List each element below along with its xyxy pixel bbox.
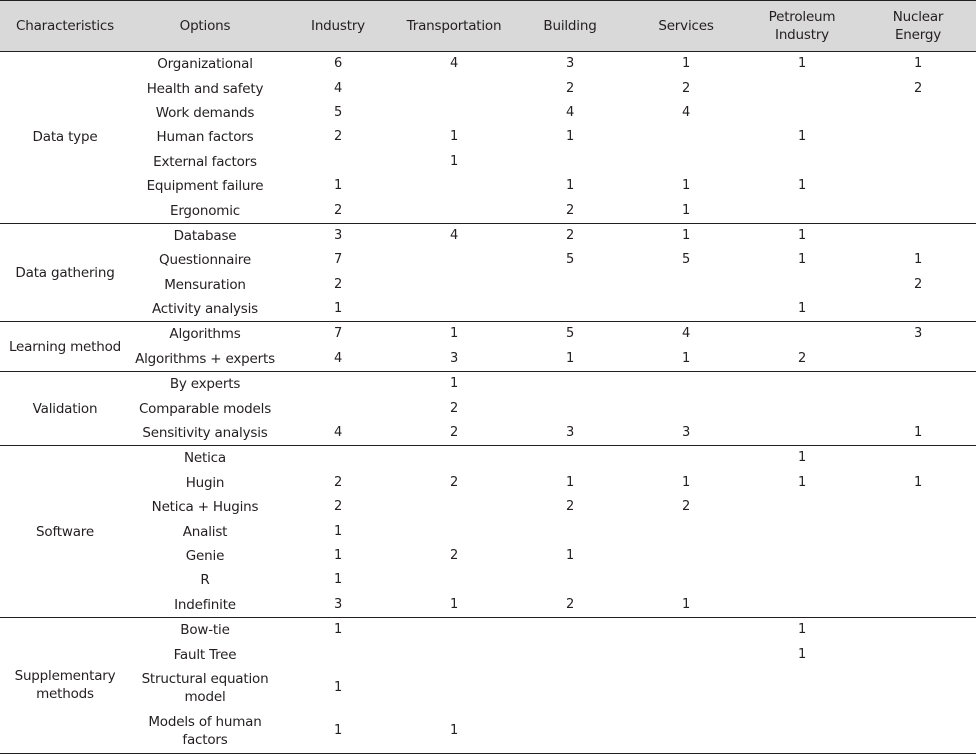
value-cell	[512, 150, 628, 174]
option-cell: Fault Tree	[173, 646, 237, 663]
option-cell: Work demands	[155, 104, 255, 121]
value-cell: 2	[565, 499, 575, 515]
value-cell: 4	[565, 104, 575, 120]
header-petroleum-industry: Petroleum Industry	[744, 1, 860, 52]
value-cell	[396, 198, 512, 223]
table-row	[0, 322, 976, 347]
value-cell	[396, 495, 512, 519]
value-cell: 2	[449, 548, 459, 563]
option-cell: Models of human factors	[130, 710, 280, 754]
table-row	[0, 76, 976, 100]
option-cell: Netica + Hugins	[151, 499, 259, 516]
table-row	[0, 248, 976, 272]
option-cell: Indefinite	[130, 593, 280, 618]
value-cell	[860, 710, 976, 754]
value-cell: 1	[280, 297, 396, 322]
value-cell	[512, 273, 628, 297]
table-row	[0, 52, 976, 77]
value-cell	[628, 297, 744, 322]
value-cell: 2	[681, 499, 691, 515]
option-cell: Comparable models	[138, 400, 272, 417]
value-cell: 6	[333, 56, 343, 72]
value-cell: 1	[681, 474, 691, 490]
value-cell	[396, 174, 512, 198]
value-cell: 1	[333, 523, 343, 539]
value-cell	[860, 198, 976, 223]
value-cell	[396, 519, 512, 543]
value-cell: 2	[333, 499, 343, 515]
value-cell	[744, 76, 860, 100]
value-cell: 1	[449, 129, 459, 145]
header-services: Services	[628, 1, 744, 52]
value-cell	[396, 642, 512, 666]
option-cell: Mensuration	[164, 276, 246, 293]
value-cell	[860, 150, 976, 174]
header-building: Building	[512, 1, 628, 52]
value-cell: 1	[681, 227, 691, 243]
table-row	[0, 223, 976, 248]
table-row	[0, 297, 976, 322]
value-cell	[512, 396, 628, 420]
value-cell: 1	[628, 198, 744, 223]
value-cell: 1	[449, 376, 459, 392]
value-cell	[512, 519, 628, 543]
value-cell: 1	[333, 622, 343, 638]
value-cell: 1	[449, 326, 459, 342]
table-row	[0, 421, 976, 446]
table-row	[0, 519, 976, 543]
value-cell	[860, 174, 976, 198]
value-cell	[860, 446, 976, 471]
value-cell: 1	[797, 178, 807, 194]
value-cell: 1	[628, 347, 744, 372]
value-cell	[396, 76, 512, 100]
value-cell: 4	[681, 104, 691, 120]
value-cell	[860, 593, 976, 618]
value-cell: 2	[681, 80, 691, 96]
value-cell	[860, 495, 976, 519]
value-cell: 2	[333, 129, 343, 145]
table-row	[0, 347, 976, 372]
value-cell	[860, 667, 976, 710]
header-row	[0, 1, 976, 52]
value-cell: 1	[860, 421, 976, 446]
value-cell	[744, 519, 860, 543]
value-cell	[396, 248, 512, 272]
value-cell	[280, 372, 396, 397]
value-cell	[628, 667, 744, 710]
value-cell: 1	[333, 178, 343, 194]
value-cell: 2	[913, 276, 923, 292]
value-cell	[744, 198, 860, 223]
value-cell	[628, 273, 744, 297]
value-cell	[744, 495, 860, 519]
value-cell	[280, 396, 396, 420]
value-cell: 4	[280, 421, 396, 446]
value-cell: 1	[333, 548, 343, 563]
value-cell	[860, 372, 976, 397]
value-cell	[860, 642, 976, 666]
table-row	[0, 372, 976, 397]
value-cell	[860, 125, 976, 149]
characteristic-cell: Data type	[0, 52, 130, 224]
value-cell: 3	[913, 326, 923, 342]
value-cell	[628, 396, 744, 420]
value-cell: 4	[280, 347, 396, 372]
value-cell	[860, 519, 976, 543]
value-cell	[512, 667, 628, 710]
value-cell: 1	[913, 474, 923, 490]
table-row	[0, 642, 976, 666]
value-cell	[396, 446, 512, 471]
table-header	[0, 1, 976, 52]
value-cell: 2	[333, 474, 343, 490]
value-cell	[280, 446, 396, 471]
value-cell: 1	[913, 56, 923, 72]
value-cell	[512, 568, 628, 592]
value-cell: 5	[565, 252, 575, 268]
value-cell: 3	[565, 56, 575, 72]
option-cell: Structural equation model	[141, 671, 269, 706]
value-cell	[860, 396, 976, 420]
table-row	[0, 617, 976, 642]
value-cell: 1	[512, 347, 628, 372]
value-cell: 1	[333, 680, 343, 696]
value-cell	[860, 297, 976, 322]
value-cell: 7	[333, 326, 343, 342]
value-cell: 1	[565, 548, 575, 563]
table-row	[0, 471, 976, 495]
option-cell: By experts	[169, 376, 241, 393]
value-cell: 1	[681, 56, 691, 72]
value-cell	[396, 273, 512, 297]
value-cell: 4	[681, 326, 691, 342]
value-cell: 4	[449, 56, 459, 72]
value-cell	[628, 125, 744, 149]
value-cell	[744, 667, 860, 710]
table-body	[0, 52, 976, 754]
value-cell: 1	[280, 710, 396, 754]
value-cell	[512, 297, 628, 322]
value-cell: 1	[565, 178, 575, 194]
option-cell: Netica	[184, 450, 226, 467]
option-cell: Algorithms	[169, 326, 241, 343]
option-cell: Genie	[185, 548, 225, 564]
option-cell: Bow-tie	[180, 622, 230, 639]
value-cell: 3	[396, 347, 512, 372]
value-cell	[628, 617, 744, 642]
option-cell: Ergonomic	[130, 198, 280, 223]
value-cell: 2	[565, 80, 575, 96]
table-row	[0, 544, 976, 568]
value-cell	[628, 568, 744, 592]
option-cell: Activity analysis	[130, 297, 280, 322]
value-cell: 1	[797, 56, 807, 72]
value-cell: 1	[396, 710, 512, 754]
value-cell	[628, 372, 744, 397]
value-cell: 5	[681, 252, 691, 268]
value-cell	[512, 617, 628, 642]
header-nuclear-energy: Nuclear Energy	[860, 1, 976, 52]
table-row	[0, 150, 976, 174]
value-cell: 1	[797, 227, 807, 243]
value-cell: 1	[628, 593, 744, 618]
value-cell	[860, 544, 976, 568]
table-row	[0, 198, 976, 223]
value-cell	[280, 642, 396, 666]
table-row	[0, 101, 976, 125]
table-row	[0, 667, 976, 710]
value-cell	[512, 710, 628, 754]
value-cell	[860, 101, 976, 125]
value-cell: 1	[449, 153, 459, 169]
value-cell	[744, 273, 860, 297]
characteristic-cell: Data gathering	[0, 223, 130, 322]
value-cell: 2	[512, 593, 628, 618]
value-cell: 2	[280, 198, 396, 223]
value-cell	[744, 322, 860, 347]
value-cell: 2	[449, 474, 459, 490]
value-cell: 1	[744, 297, 860, 322]
value-cell: 2	[333, 276, 343, 292]
value-cell	[628, 642, 744, 666]
table-row	[0, 495, 976, 519]
value-cell: 1	[797, 474, 807, 490]
value-cell: 1	[797, 252, 807, 268]
table-row	[0, 174, 976, 198]
value-cell	[628, 710, 744, 754]
value-cell	[512, 642, 628, 666]
table-row	[0, 446, 976, 471]
value-cell	[628, 150, 744, 174]
value-cell: 4	[333, 80, 343, 96]
value-cell	[280, 150, 396, 174]
value-cell	[628, 544, 744, 568]
value-cell: 1	[333, 572, 343, 588]
value-cell: 7	[333, 252, 343, 268]
value-cell	[744, 593, 860, 618]
value-cell	[744, 568, 860, 592]
characteristic-cell: Software	[0, 446, 130, 618]
value-cell: 1	[797, 450, 807, 466]
value-cell: 1	[797, 646, 807, 662]
value-cell	[744, 372, 860, 397]
value-cell	[860, 617, 976, 642]
table-row	[0, 396, 976, 420]
header-options: Options	[130, 1, 280, 52]
value-cell	[396, 297, 512, 322]
option-cell: External factors	[153, 153, 257, 170]
value-cell	[512, 446, 628, 471]
value-cell: 2	[512, 198, 628, 223]
value-cell	[860, 223, 976, 248]
value-cell: 3	[512, 421, 628, 446]
value-cell: 3	[333, 227, 343, 243]
value-cell	[744, 421, 860, 446]
value-cell: 1	[681, 178, 691, 194]
characteristic-cell: Supplementary methods	[0, 617, 130, 753]
table-row	[0, 568, 976, 592]
value-cell	[744, 544, 860, 568]
table-row	[0, 593, 976, 618]
value-cell: 2	[913, 80, 923, 96]
value-cell: 2	[396, 421, 512, 446]
table-row	[0, 125, 976, 149]
value-cell	[512, 372, 628, 397]
option-cell: Human factors	[156, 129, 254, 146]
characteristic-cell: Validation	[0, 372, 130, 446]
value-cell: 2	[449, 400, 459, 416]
value-cell	[628, 446, 744, 471]
option-cell: Analist	[182, 523, 228, 540]
option-cell: Equipment failure	[146, 178, 264, 195]
value-cell: 5	[333, 104, 343, 120]
value-cell	[396, 568, 512, 592]
value-cell	[628, 519, 744, 543]
value-cell	[744, 396, 860, 420]
header-characteristics: Characteristics	[0, 1, 130, 52]
value-cell	[744, 710, 860, 754]
option-cell: Organizational	[157, 56, 253, 73]
value-cell	[860, 568, 976, 592]
value-cell: 1	[797, 622, 807, 638]
option-cell: R	[200, 572, 210, 589]
value-cell: 5	[565, 326, 575, 342]
table-row	[0, 710, 976, 754]
value-cell: 1	[565, 474, 575, 490]
value-cell: 4	[449, 227, 459, 243]
option-cell: Questionnaire	[159, 252, 251, 269]
value-cell: 3	[628, 421, 744, 446]
value-cell: 3	[280, 593, 396, 618]
characteristic-cell: Learning method	[0, 322, 130, 372]
value-cell: 1	[565, 129, 575, 145]
value-cell	[396, 617, 512, 642]
value-cell: 2	[744, 347, 860, 372]
header-industry: Industry	[280, 1, 396, 52]
value-cell	[396, 101, 512, 125]
value-cell	[860, 347, 976, 372]
value-cell: 2	[565, 227, 575, 243]
value-cell	[744, 150, 860, 174]
table-row	[0, 273, 976, 297]
option-cell: Hugin	[185, 474, 225, 491]
value-cell	[396, 667, 512, 710]
value-cell: 1	[396, 593, 512, 618]
option-cell: Database	[173, 227, 237, 244]
value-cell	[744, 101, 860, 125]
option-cell: Sensitivity analysis	[130, 421, 280, 446]
value-cell: 1	[797, 129, 807, 145]
option-cell: Algorithms + experts	[130, 347, 280, 372]
option-cell: Health and safety	[146, 80, 264, 97]
header-transportation: Transportation	[396, 1, 512, 52]
value-cell: 1	[913, 252, 923, 268]
